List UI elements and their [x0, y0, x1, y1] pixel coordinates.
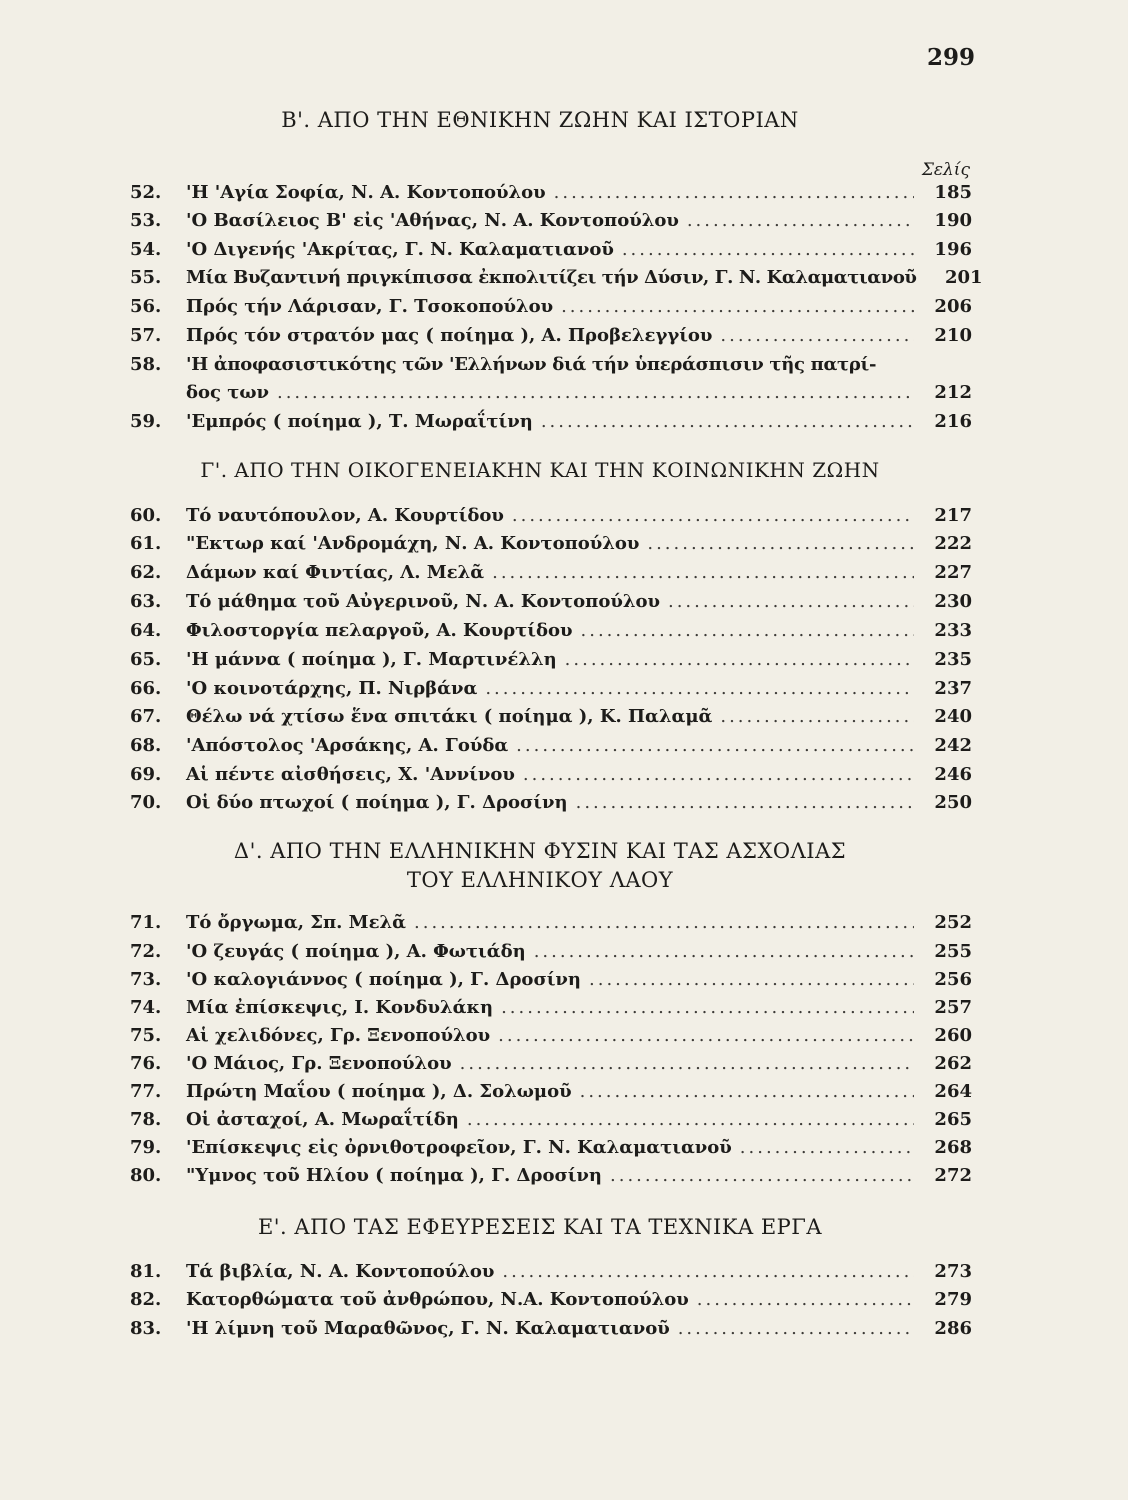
toc-entry-continuation — [186, 382, 972, 410]
entry-number: 68. — [130, 735, 162, 756]
entry-number: 75. — [130, 1025, 162, 1046]
entry-title: Τό ναυτόπουλον, Α. Κουρτίδου — [186, 505, 504, 526]
entry-title: Πρός τόν στρατόν μας ( ποίημα ), Α. Προβελεγγίου — [186, 325, 713, 346]
toc-entry — [130, 562, 972, 590]
leader-dots — [516, 735, 914, 756]
entry-page: 196 — [934, 239, 972, 260]
entry-page: 257 — [934, 997, 972, 1018]
toc-entry — [130, 1081, 972, 1109]
entry-number: 53. — [130, 210, 162, 231]
entry-page: 265 — [934, 1109, 972, 1130]
leader-dots — [523, 764, 914, 785]
leader-dots — [498, 1025, 914, 1046]
leader-dots — [277, 382, 914, 403]
leader-dots — [561, 296, 914, 317]
leader-dots — [501, 997, 914, 1018]
entry-title: 'Ο Διγενής 'Ακρίτας, Γ. Ν. Καλαματιανοῦ — [186, 239, 614, 260]
entry-title: 'Ο Μάιος, Γρ. Ξενοπούλου — [186, 1053, 452, 1074]
entry-number: 54. — [130, 239, 162, 260]
entry-title: "Εκτωρ καί 'Ανδρομάχη, Ν. Α. Κοντοπούλου — [186, 533, 640, 554]
entry-page: 222 — [934, 533, 972, 554]
entry-title: Πρώτη Μαΐου ( ποίημα ), Δ. Σολωμοῦ — [186, 1081, 572, 1102]
entry-title: Μία ἐπίσκεψις, Ι. Κονδυλάκη — [186, 997, 494, 1018]
entry-page: 262 — [934, 1053, 972, 1074]
entry-number: 71. — [130, 912, 162, 933]
section-title-d-line2: ΤΟΥ ΕΛΛΗΝΙΚΟΥ ΛΑΟΥ — [406, 868, 674, 892]
entry-page: 240 — [934, 706, 972, 727]
entry-title: Δάμων καί Φιντίας, Λ. Μελᾶ — [186, 562, 485, 583]
entry-number: 83. — [130, 1318, 162, 1339]
leader-dots — [720, 706, 914, 727]
entry-page: 242 — [934, 735, 972, 756]
entry-page: 279 — [934, 1289, 972, 1310]
entry-page: 233 — [934, 620, 972, 641]
entry-page: 272 — [934, 1165, 972, 1186]
entry-number: 76. — [130, 1053, 162, 1074]
entry-title: 'Ο κοινοτάρχης, Π. Νιρβάνα — [186, 678, 478, 699]
toc-entry — [130, 997, 972, 1025]
leader-dots — [565, 649, 914, 670]
entry-page: 216 — [934, 411, 972, 432]
leader-dots — [467, 1109, 914, 1130]
toc-entry — [130, 210, 972, 238]
leader-dots — [502, 1261, 914, 1282]
entry-number: 64. — [130, 620, 162, 641]
entry-number: 61. — [130, 533, 162, 554]
toc-entry — [130, 706, 972, 734]
toc-entry — [130, 912, 972, 940]
toc-entry — [130, 1165, 972, 1193]
leader-dots — [610, 1165, 914, 1186]
toc-entry — [130, 969, 972, 997]
entry-title: Πρός τήν Λάρισαν, Γ. Τσοκοπούλου — [186, 296, 554, 317]
entry-number: 57. — [130, 325, 162, 346]
toc-entry — [130, 1109, 972, 1137]
entry-number: 69. — [130, 764, 162, 785]
leader-dots — [554, 182, 914, 203]
entry-title: "Υμνος τοῦ Ηλίου ( ποίημα ), Γ. Δροσίνη — [186, 1165, 603, 1186]
entry-number: 77. — [130, 1081, 162, 1102]
leader-dots — [678, 1318, 914, 1339]
entry-title: Φιλοστοργία πελαργοῦ, Α. Κουρτίδου — [186, 620, 573, 641]
entry-number: 78. — [130, 1109, 162, 1130]
toc-entry — [130, 735, 972, 763]
entry-title: Αἱ χελιδόνες, Γρ. Ξενοπούλου — [186, 1025, 491, 1046]
entry-title: 'Η 'Αγία Σοφία, Ν. Α. Κοντοπούλου — [186, 182, 546, 203]
entry-page: 227 — [934, 562, 972, 583]
section-title-d: Δ'. ΑΠΟ ΤΗΝ ΕΛΛΗΝΙΚΗΝ ΦΥΣΙΝ ΚΑΙ ΤΑΣ ΑΣΧΟΛΙΑΣ — [233, 839, 847, 863]
leader-dots — [740, 1137, 914, 1158]
entry-title: Οἱ δύο πτωχοί ( ποίημα ), Γ. Δροσίνη — [186, 792, 568, 813]
entry-title: Κατορθώματα τοῦ ἀνθρώπου, Ν.Α. Κοντοπούλου — [186, 1289, 689, 1310]
entry-title: Τό ὄργωμα, Σπ. Μελᾶ — [186, 912, 406, 933]
leader-dots — [668, 591, 914, 612]
entry-title: δος των — [186, 382, 269, 403]
entry-number: 52. — [130, 182, 162, 203]
toc-entry — [130, 649, 972, 677]
entry-title: Θέλω νά χτίσω ἕνα σπιτάκι ( ποίημα ), Κ. Παλαμᾶ — [186, 706, 713, 727]
toc-entry — [130, 296, 972, 324]
toc-entry — [130, 792, 972, 820]
page-number: 299 — [926, 44, 975, 71]
entry-number: 58. — [130, 354, 162, 375]
entry-title: 'Εμπρός ( ποίημα ), Τ. Μωραΐτίνη — [186, 411, 533, 432]
entry-number: 81. — [130, 1261, 162, 1282]
entry-title: 'Ο καλογιάννος ( ποίημα ), Γ. Δροσίνη — [186, 969, 581, 990]
entry-title: 'Η λίμνη τοῦ Μαραθῶνος, Γ. Ν. Καλαματιανοῦ — [186, 1318, 670, 1339]
entry-title: Αἱ πέντε αἰσθήσεις, Χ. 'Αννίνου — [186, 764, 515, 785]
entry-page: 256 — [934, 969, 972, 990]
leader-dots — [576, 792, 914, 813]
leader-dots — [512, 505, 914, 526]
toc-entry — [130, 182, 972, 210]
entry-title: 'Ο ζευγάς ( ποίημα ), Α. Φωτιάδη — [186, 941, 526, 962]
entry-page: 185 — [934, 182, 972, 203]
entry-number: 72. — [130, 941, 162, 962]
toc-entry — [130, 678, 972, 706]
toc-entry — [130, 620, 972, 648]
toc-entry — [130, 1318, 972, 1346]
entry-page: 260 — [934, 1025, 972, 1046]
entry-title: 'Επίσκεψις εἰς ὀρνιθοτροφεῖον, Γ. Ν. Καλαματιανοῦ — [186, 1137, 732, 1158]
column-header: Σελίς — [921, 160, 970, 180]
entry-page: 252 — [934, 912, 972, 933]
entry-number: 80. — [130, 1165, 162, 1186]
toc-entry — [130, 1289, 972, 1317]
toc-entry — [130, 505, 972, 533]
entry-title: Τά βιβλία, Ν. Α. Κοντοπούλου — [186, 1261, 495, 1282]
entry-page: 250 — [934, 792, 972, 813]
toc-entry — [130, 1261, 972, 1289]
entry-page: 210 — [934, 325, 972, 346]
toc-entry — [130, 764, 972, 792]
entry-title: Τό μάθημα τοῦ Αὐγερινοῦ, Ν. Α. Κοντοπούλου — [186, 591, 660, 612]
leader-dots — [720, 325, 914, 346]
leader-dots — [581, 620, 915, 641]
leader-dots — [485, 678, 914, 699]
leader-dots — [697, 1289, 914, 1310]
entry-page: 264 — [934, 1081, 972, 1102]
entry-number: 67. — [130, 706, 162, 727]
entry-page: 217 — [934, 505, 972, 526]
entry-number: 62. — [130, 562, 162, 583]
entry-title: 'Ο Βασίλειος Β' εἰς 'Αθήνας, Ν. Α. Κοντοπούλου — [186, 210, 679, 231]
entry-title: 'Απόστολος 'Αρσάκης, Α. Γούδα — [186, 735, 509, 756]
entry-page: 235 — [934, 649, 972, 670]
entry-number: 82. — [130, 1289, 162, 1310]
entry-title: 'Η ἀποφασιστικότης τῶν 'Ελλήνων διά τήν ὑπεράσπισιν τῆς πατρί- — [186, 354, 877, 375]
leader-dots — [687, 210, 914, 231]
entry-number: 66. — [130, 678, 162, 699]
toc-entry — [130, 941, 972, 969]
entry-title: 'Η μάννα ( ποίημα ), Γ. Μαρτινέλλη — [186, 649, 557, 670]
entry-number: 79. — [130, 1137, 162, 1158]
entry-number: 74. — [130, 997, 162, 1018]
leader-dots — [534, 941, 914, 962]
toc-entry — [130, 354, 972, 382]
toc-entry — [130, 239, 972, 267]
toc-entry — [130, 1137, 972, 1165]
entry-page: 206 — [934, 296, 972, 317]
entry-number: 73. — [130, 969, 162, 990]
entry-number: 60. — [130, 505, 162, 526]
leader-dots — [580, 1081, 914, 1102]
entry-number: 55. — [130, 267, 162, 288]
entry-page: 246 — [934, 764, 972, 785]
toc-entry — [130, 411, 972, 439]
section-title-c: Γ'. ΑΠΟ ΤΗΝ ΟΙΚΟΓΕΝΕΙΑΚΗΝ ΚΑΙ ΤΗΝ ΚΟΙΝΩΝΙΚΗΝ ΖΩΗΝ — [200, 458, 880, 482]
entry-page: 286 — [934, 1318, 972, 1339]
toc-entry — [130, 533, 972, 561]
entry-number: 63. — [130, 591, 162, 612]
entry-title: Οἱ ἀσταχοί, Α. Μωραΐτίδη — [186, 1109, 459, 1130]
leader-dots — [492, 562, 914, 583]
entry-number: 59. — [130, 411, 162, 432]
leader-dots — [414, 912, 914, 933]
leader-dots — [647, 533, 914, 554]
entry-page: 268 — [934, 1137, 972, 1158]
entry-title: Μία Βυζαντινή πριγκίπισσα ἐκπολιτίζει τήν Δύσιν, Γ. Ν. Καλαματιανοῦ — [186, 267, 917, 288]
section-title-e: Ε'. ΑΠΟ ΤΑΣ ΕΦΕΥΡΕΣΕΙΣ ΚΑΙ ΤΑ ΤΕΧΝΙΚΑ ΕΡΓΑ — [257, 1215, 823, 1239]
entry-number: 70. — [130, 792, 162, 813]
entry-page: 255 — [934, 941, 972, 962]
toc-entry — [130, 267, 983, 295]
entry-page: 201 — [944, 267, 983, 288]
leader-dots — [541, 411, 914, 432]
section-title-b: Β'. ΑΠΟ ΤΗΝ ΕΘΝΙΚΗΝ ΖΩΗΝ ΚΑΙ ΙΣΤΟΡΙΑΝ — [281, 108, 799, 132]
leader-dots — [622, 239, 914, 260]
toc-entry — [130, 325, 972, 353]
entry-number: 56. — [130, 296, 162, 317]
entry-number: 65. — [130, 649, 162, 670]
entry-page: 212 — [934, 382, 972, 403]
leader-dots — [589, 969, 914, 990]
toc-entry — [130, 1053, 972, 1081]
entry-page: 237 — [934, 678, 972, 699]
entry-page: 273 — [934, 1261, 972, 1282]
entry-page: 230 — [934, 591, 972, 612]
toc-entry — [130, 1025, 972, 1053]
toc-entry — [130, 591, 972, 619]
leader-dots — [460, 1053, 914, 1074]
entry-page: 190 — [934, 210, 972, 231]
